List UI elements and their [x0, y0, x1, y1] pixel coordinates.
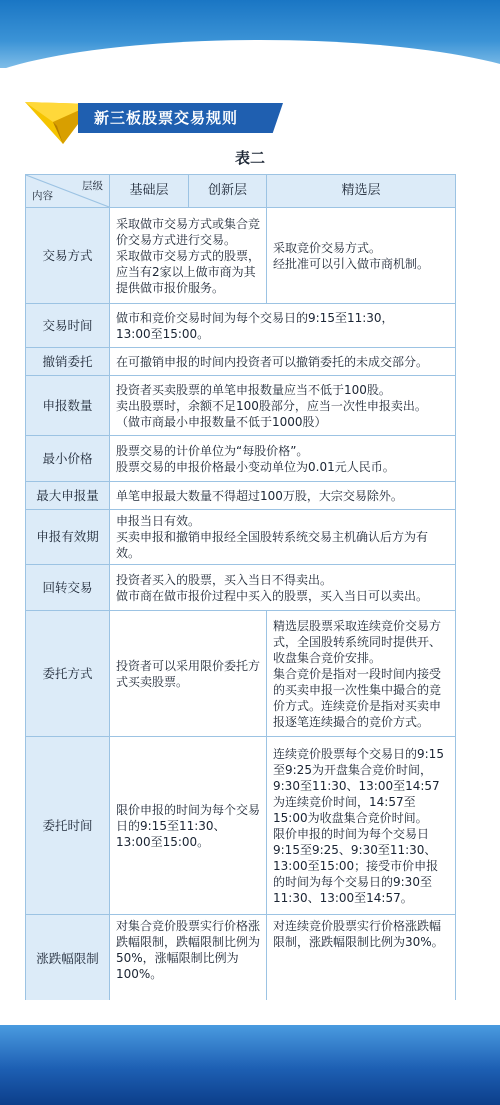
row-cell-basic-innovation — [110, 208, 267, 304]
row-cell-basic-innovation — [110, 915, 267, 1003]
row-label: 回转交易 — [26, 565, 110, 611]
table-row — [26, 482, 456, 510]
row-label: 委托时间 — [26, 737, 110, 915]
row-label: 涨跌幅限制 — [26, 915, 110, 1003]
cell-text: 对集合竞价股票实行价格涨跌幅限制，跌幅限制比例为50%，涨幅限制比例为100%。 — [116, 919, 261, 981]
table-row — [26, 208, 456, 304]
cell-text: 买卖申报和撤销申报经全国股转系统交易主机确认后方为有效。 — [116, 530, 429, 560]
section-header-title: 新三板股票交易规则 — [94, 109, 239, 127]
table-title: 表二 — [234, 149, 265, 167]
cell-text: 投资者可以采用限价委托方式买卖股票。 — [116, 658, 261, 689]
cell-text: 股票交易的申报价格最小变动单位为0.01元人民币。 — [116, 459, 395, 474]
table-row — [26, 304, 456, 348]
cell-text: 采取做市交易方式或集合竞价交易方式进行交易。 — [116, 216, 261, 247]
cell-text: 精选层股票采取连续竞价交易方式，全国股转系统同时提供开、收盘集合竞价安排。 — [273, 618, 442, 665]
row-label: 申报有效期 — [26, 510, 110, 565]
corner-content-label: 内容 — [32, 190, 53, 202]
corner-level-label: 层级 — [82, 180, 103, 192]
trading-rules-table — [25, 174, 456, 1003]
cell-text: 投资者买入的股票，买入当日不得卖出。 — [116, 572, 333, 587]
cell-text: 投资者买卖股票的单笔申报数量应当不低于100股。 — [116, 382, 391, 397]
row-cell-full — [110, 565, 456, 611]
row-cell-basic-innovation — [110, 611, 267, 737]
cell-text: 做市商在做市报价过程中买入的股票，买入当日可以卖出。 — [116, 588, 429, 603]
row-label: 最大申报量 — [26, 482, 110, 510]
cell-text: 集合竞价是指对一段时间内接受的买卖申报一次性集中撮合的竞价方式。连续竞价是指对买卖申报逐笔连续撮合的竞价方式。 — [273, 666, 442, 729]
cell-text: 申报当日有效。 — [116, 514, 201, 528]
row-label: 委托方式 — [26, 611, 110, 737]
cell-text: 卖出股票时，余额不足100股部分，应当一次性申报卖出。 — [116, 398, 427, 413]
row-cell-full — [110, 510, 456, 565]
row-label: 交易方式 — [26, 208, 110, 304]
cell-text: 经批准可以引入做市商机制。 — [273, 256, 430, 271]
table-row — [26, 565, 456, 611]
table-row — [26, 510, 456, 565]
row-cell-select — [267, 737, 456, 915]
table-row — [26, 915, 456, 1003]
cell-text: 对连续竞价股票实行价格涨跌幅限制，涨跌幅限制比例为30%。 — [273, 919, 444, 949]
table-row — [26, 737, 456, 915]
cell-text: 限价申报的时间为每个交易日的9:15至11:30、13:00至15:00。 — [116, 802, 261, 849]
cell-text: 单笔申报最大数量不得超过100万股，大宗交易除外。 — [116, 488, 403, 503]
table-row — [26, 376, 456, 436]
row-cell-full — [110, 376, 456, 436]
row-cell-full — [110, 482, 456, 510]
row-label: 最小价格 — [26, 436, 110, 482]
cell-text: 采取竞价交易方式。 — [273, 240, 382, 255]
cell-text: 采取做市交易方式的股票，应当有2家以上做市商为其提供做市报价服务。 — [116, 248, 261, 295]
row-cell-full — [110, 304, 456, 348]
cell-text: 连续竞价股票每个交易日的9:15至9:25为开盘集合竞价时间，9:30至11:30、13:00至14:57为连续竞价时间，14:57至15:00为收盘集合竞价时间。 — [273, 746, 444, 825]
header-corner-cell — [26, 175, 110, 208]
table-row — [26, 436, 456, 482]
table-row — [26, 611, 456, 737]
table-row — [26, 348, 456, 376]
row-label: 交易时间 — [26, 304, 110, 348]
column-header-basic: 基础层 — [110, 175, 189, 208]
bottom-decor-band — [0, 1025, 500, 1105]
row-cell-select — [267, 915, 456, 1003]
row-cell-full — [110, 348, 456, 376]
row-cell-basic-innovation — [110, 737, 267, 915]
row-label: 申报数量 — [26, 376, 110, 436]
cell-text: （做市商最小申报数量不低于1000股） — [116, 414, 327, 429]
column-header-innovation: 创新层 — [189, 175, 267, 208]
row-label: 撤销委托 — [26, 348, 110, 376]
cell-text: 13:00至15:00。 — [116, 326, 210, 341]
table-header-row — [26, 175, 456, 208]
row-cell-select — [267, 208, 456, 304]
column-header-select: 精选层 — [267, 175, 456, 208]
row-cell-full — [110, 436, 456, 482]
cell-text: 在可撤销申报的时间内投资者可以撤销委托的未成交部分。 — [116, 354, 429, 369]
cell-text: 限价申报的时间为每个交易日9:15至9:25、9:30至11:30、13:00至15:00；接受市价申报的时间为每个交易日的9:30至11:30、13:00至14:57。 — [273, 826, 439, 905]
cell-text: 股票交易的计价单位为“每股价格”。 — [116, 443, 309, 458]
cell-text: 做市和竞价交易时间为每个交易日的9:15至11:30， — [116, 310, 394, 325]
row-cell-select — [267, 611, 456, 737]
